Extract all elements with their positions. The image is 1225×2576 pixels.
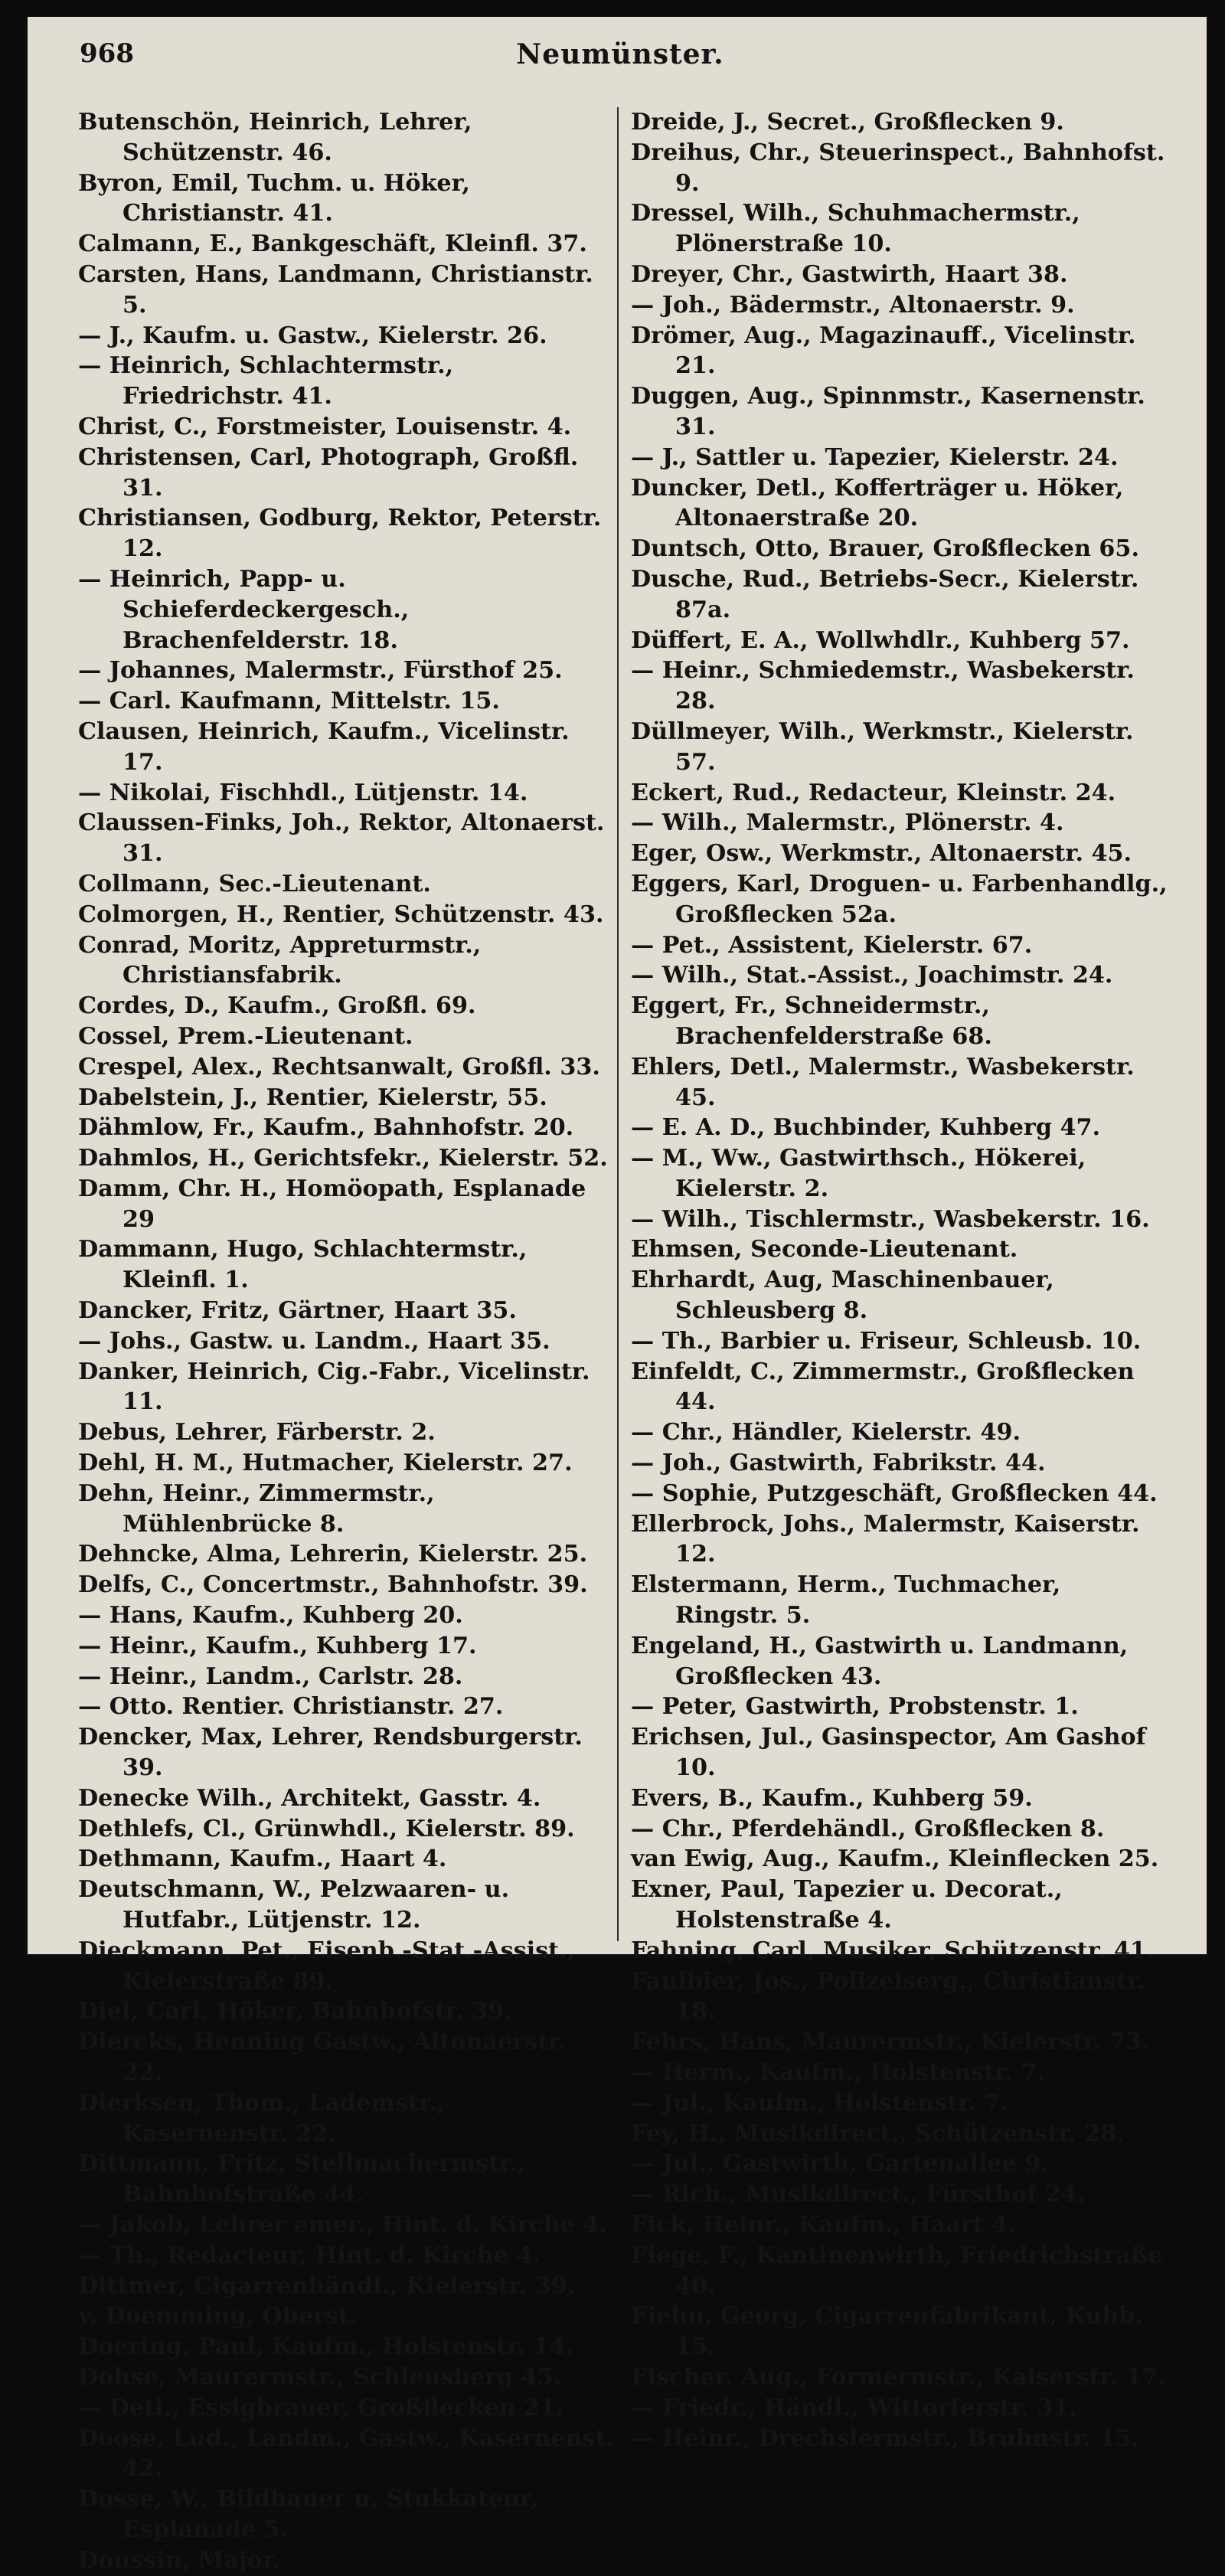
directory-entry: Dosse, W., Bildhauer u. Stukkateur, Esplanade 5. [78, 2486, 539, 2543]
directory-entry: Butenschön, Heinrich, Lehrer, Schützenstr. 46. [78, 109, 472, 166]
directory-entry: Debus, Lehrer, Färberstr. 2. [78, 1419, 436, 1447]
directory-entry: Ehlers, Detl., Malermstr., Wasbekerstr. 45. [631, 1053, 1135, 1111]
directory-entry: Eggert, Fr., Schneidermstr., Brachenfelderstraße 68. [631, 992, 992, 1050]
directory-entry: Byron, Emil, Tuchm. u. Höker, Christianstr. 41. [78, 169, 470, 227]
directory-entry: Dittmann, Fritz, Stellmachermstr., Bahnhofstraße 44. [78, 2150, 526, 2208]
directory-entry: — J., Sattler u. Tapezier, Kielerstr. 24. [631, 443, 1119, 471]
directory-entry: — Johs., Gastw. u. Landm., Haart 35. [78, 1327, 550, 1355]
directory-entry: Deutschmann, W., Pelzwaaren- u. Hutfabr., Lütjenstr. 12. [78, 1876, 510, 1934]
directory-entry: Dencker, Max, Lehrer, Rendsburgerstr. 39. [78, 1724, 583, 1782]
directory-entry: — Carl. Kaufmann, Mittelstr. 15. [78, 688, 500, 715]
directory-entry: — Wilh., Tischlermstr., Wasbekerstr. 16. [631, 1205, 1150, 1233]
directory-entry: Dethmann, Kaufm., Haart 4. [78, 1845, 447, 1873]
directory-entry: — Chr., Pferdehändl., Großflecken 8. [631, 1815, 1105, 1842]
directory-entry: Fischer. Aug., Formermstr., Kaiserstr. 17. [631, 2363, 1166, 2391]
directory-entry: Diercks, Henning Gastw., Altonaerstr. 22. [78, 2028, 567, 2086]
directory-entry: Dusche, Rud., Betriebs-Secr., Kielerstr. 87a. [631, 565, 1139, 623]
directory-entry: — Rich., Musikdirect., Fürsthof 24. [631, 2181, 1086, 2208]
directory-entry: Carsten, Hans, Landmann, Christianstr. 5. [78, 260, 593, 319]
directory-entry: Dethlefs, Cl., Grünwhdl., Kielerstr. 89. [78, 1815, 575, 1842]
page-number: 968 [80, 38, 134, 69]
directory-entry: Evers, B., Kaufm., Kuhberg 59. [631, 1784, 1033, 1812]
directory-entry: — Peter, Gastwirth, Probstenstr. 1. [631, 1693, 1079, 1721]
directory-entry: Einfeldt, C., Zimmermstr., Großflecken 44. [631, 1358, 1135, 1416]
directory-entry: Düffert, E. A., Wollwhdlr., Kuhberg 57. [631, 626, 1130, 654]
directory-entry: Danker, Heinrich, Cig.-Fabr., Vicelinstr. 11. [78, 1358, 590, 1416]
directory-entry: Ehmsen, Seconde-Lieutenant. [631, 1236, 1018, 1263]
directory-entry: Erichsen, Jul., Gasinspector, Am Gashof 10. [631, 1724, 1146, 1782]
directory-entry: — Otto. Rentier. Christianstr. 27. [78, 1693, 504, 1721]
directory-entry: Fick, Heinr., Kaufm., Haart 4. [631, 2211, 1016, 2238]
directory-entry: Düllmeyer, Wilh., Werkmstr., Kielerstr. 57. [631, 718, 1134, 776]
directory-entry: Dancker, Fritz, Gärtner, Haart 35. [78, 1297, 517, 1325]
directory-entry: Eckert, Rud., Redacteur, Kleinstr. 24. [631, 779, 1116, 806]
directory-entry: Cossel, Prem.-Lieutenant. [78, 1022, 413, 1050]
directory-entry: Colmorgen, H., Rentier, Schützenstr. 43. [78, 901, 604, 928]
directory-entry: — Jakob, Lehrer emer., Hint. d. Kirche 4. [78, 2211, 607, 2238]
directory-entry: Dehn, Heinr., Zimmermstr., Mühlenbrücke 8. [78, 1479, 435, 1538]
directory-entry: — M., Ww., Gastwirthsch., Hökerei, Kielerstr. 2. [631, 1145, 1086, 1202]
directory-entry: Dähmlow, Fr., Kaufm., Bahnhofstr. 20. [78, 1114, 574, 1142]
directory-entry: Dehncke, Alma, Lehrerin, Kielerstr. 25. [78, 1541, 588, 1568]
directory-entry: Doose, Lud., Landm., Gastw., Kasernenst. 42. [78, 2424, 615, 2483]
directory-entry: — Joh., Bädermstr., Altonaerstr. 9. [631, 291, 1075, 319]
directory-entry: Christensen, Carl, Photograph, Großfl. 31. [78, 443, 579, 502]
directory-entry: Dahmlos, H., Gerichtsfekr., Kielerstr. 52. [78, 1145, 608, 1172]
directory-entry: Duggen, Aug., Spinnmstr., Kasernenstr. 31. [631, 383, 1145, 440]
directory-entry: Eger, Osw., Werkmstr., Altonaerstr. 45. [631, 840, 1132, 868]
directory-entry: — Friedr., Händl., Wittorferstr. 31. [631, 2394, 1077, 2421]
directory-entry: Dammann, Hugo, Schlachtermstr., Kleinfl. 1. [78, 1236, 528, 1294]
directory-entry: Duncker, Detl., Kofferträger u. Höker, Altonaerstraße 20. [631, 474, 1124, 532]
directory-entry: Denecke Wilh., Architekt, Gasstr. 4. [78, 1784, 541, 1812]
directory-entry: Elstermann, Herm., Tuchmacher, Ringstr. 5. [631, 1571, 1061, 1630]
page-header [80, 38, 1161, 84]
directory-entry: Dieckmann, Pet., Eisenb.-Stat.-Assist., Kielerstraße 89. [78, 1937, 576, 1995]
directory-entry: v. Doemming, Oberst. [78, 2303, 358, 2330]
directory-entry: Collmann, Sec.-Lieutenant. [78, 870, 431, 897]
directory-entry: — Nikolai, Fischhdl., Lütjenstr. 14. [78, 779, 528, 806]
directory-entry: — J., Kaufm. u. Gastw., Kielerstr. 26. [78, 322, 547, 349]
directory-entry: Doussin, Major. [78, 2546, 281, 2574]
directory-entry: — Wilh., Malermstr., Plönerstr. 4. [631, 809, 1064, 837]
directory-entry: Cordes, D., Kaufm., Großfl. 69. [78, 992, 476, 1020]
directory-entry: — Jul., Gastwirth, Gartenallee 9. [631, 2150, 1049, 2178]
directory-entry: Dreide, J., Secret., Großflecken 9. [631, 109, 1064, 136]
directory-entry: — Heinr., Drechslermstr., Bruhnstr. 15. [631, 2424, 1140, 2452]
directory-entry: Doering, Paul, Kaufm., Holstenstr. 14. [78, 2333, 573, 2361]
directory-entry: — Detl., Essigbrauer, Großflecken 21. [78, 2394, 564, 2421]
directory-entry: — Wilh., Stat.-Assist., Joachimstr. 24. [631, 962, 1113, 989]
directory-entry: Drömer, Aug., Magazinauff., Vicelinstr. 21. [631, 322, 1136, 380]
directory-entry: — Joh., Gastwirth, Fabrikstr. 44. [631, 1450, 1046, 1477]
directory-entry: van Ewig, Aug., Kaufm., Kleinflecken 25. [631, 1845, 1159, 1873]
left-column [78, 107, 614, 2576]
directory-entry: — Chr., Händler, Kielerstr. 49. [631, 1419, 1021, 1447]
directory-entry: Dreihus, Chr., Steuerinspect., Bahnhofst. 9. [631, 139, 1165, 197]
directory-entry: — Jul., Kaufm., Holstenstr. 7. [631, 2089, 1008, 2117]
directory-entry: Faulbier, Jos., Polizeiserg., Christianstr. 18. [631, 1967, 1145, 2025]
directory-entry: — E. A. D., Buchbinder, Kuhberg 47. [631, 1114, 1100, 1142]
directory-entry: Claussen-Finks, Joh., Rektor, Altonaerst. 31. [78, 809, 605, 868]
directory-entry: Dohse, Maurermstr., Schleusberg 45. [78, 2363, 562, 2391]
directory-entry: Conrad, Moritz, Appreturmstr., Christiansfabrik. [78, 931, 482, 989]
directory-entry: Ehrhardt, Aug, Maschinenbauer, Schleusberg 8. [631, 1267, 1054, 1325]
directory-entry: Dierksen, Thom., Lademstr., Kasernenstr. 22. [78, 2089, 445, 2147]
directory-entry: Delfs, C., Concertmstr., Bahnhofstr. 39. [78, 1571, 588, 1599]
directory-entry: Dreyer, Chr., Gastwirth, Haart 38. [631, 260, 1068, 288]
directory-entry: — Herm., Kaufm., Holstenstr. 7. [631, 2059, 1045, 2086]
directory-entry: Damm, Chr. H., Homöopath, Esplanade 29 [78, 1175, 586, 1233]
directory-entry: — Heinrich, Schlachtermstr., Friedrichstr. 41. [78, 352, 454, 410]
directory-entry: — Heinr., Kaufm., Kuhberg 17. [78, 1632, 477, 1659]
directory-entry: Dabelstein, J., Rentier, Kielerstr, 55. [78, 1084, 547, 1111]
directory-entry: — Pet., Assistent, Kielerstr. 67. [631, 931, 1033, 959]
directory-entry: Fiege, F., Kantinenwirth, Friedrichstraße 40. [631, 2241, 1163, 2300]
directory-entry: — Heinr., Landm., Carlstr. 28. [78, 1662, 463, 1690]
directory-entry: Engeland, H., Gastwirth u. Landmann, Großflecken 43. [631, 1632, 1129, 1690]
directory-entry: Christiansen, Godburg, Rektor, Peterstr. 12. [78, 505, 602, 563]
directory-entry: Diel, Carl, Höker, Bahnhofstr. 39. [78, 1998, 512, 2025]
directory-entry: Dressel, Wilh., Schuhmachermstr., Plönerstraße 10. [631, 200, 1080, 258]
right-column [631, 107, 1171, 2453]
directory-entry: — Th., Barbier u. Friseur, Schleusb. 10. [631, 1327, 1142, 1355]
directory-entry: Dehl, H. M., Hutmacher, Kielerstr. 27. [78, 1450, 573, 1477]
directory-page [28, 17, 1207, 2574]
directory-entry: Clausen, Heinrich, Kaufm., Vicelinstr. 17. [78, 718, 570, 776]
directory-entry: Crespel, Alex., Rechtsanwalt, Großfl. 33. [78, 1053, 600, 1080]
directory-entry: Calmann, E., Bankgeschäft, Kleinfl. 37. [78, 230, 587, 258]
directory-entry: — Sophie, Putzgeschäft, Großflecken 44. [631, 1479, 1158, 1507]
directory-entry: — Johannes, Malermstr., Fürsthof 25. [78, 657, 563, 685]
directory-entry: Fey, H., Musikdirect., Schützenstr. 28. [631, 2120, 1125, 2147]
directory-entry: Fahning, Carl, Musiker, Schützenstr. 41. [631, 1937, 1155, 1964]
directory-entry: Exner, Paul, Tapezier u. Decorat., Holstenstraße 4. [631, 1876, 1063, 1934]
directory-entry: — Heinrich, Papp- u. Schieferdeckergesch., Brachenfelderstr. 18. [78, 565, 410, 654]
running-head-title: Neumünster. [516, 38, 724, 70]
column-divider [617, 107, 619, 1941]
directory-entry: Fehrs, Hans, Maurermstr., Kielerstr. 73. [631, 2028, 1150, 2056]
directory-entry: Eggers, Karl, Droguen- u. Farbenhandlg., Großflecken 52a. [631, 870, 1168, 928]
directory-entry: Duntsch, Otto, Brauer, Großflecken 65. [631, 535, 1139, 563]
directory-entry: Christ, C., Forstmeister, Louisenstr. 4. [78, 413, 572, 440]
directory-entry: Ellerbrock, Johs., Malermstr, Kaiserstr. 12. [631, 1510, 1140, 1568]
directory-entry: — Heinr., Schmiedemstr., Wasbekerstr. 28. [631, 657, 1135, 715]
directory-entry: Dittmer, Cigarrenhändl., Kielerstr. 39. [78, 2272, 576, 2300]
directory-entry: — Th., Redacteur, Hint. d. Kirche 4. [78, 2241, 541, 2269]
directory-entry: — Hans, Kaufm., Kuhberg 20. [78, 1602, 463, 1630]
directory-entry: Fiehn, Georg, Cigarrenfabrikant, Kuhb. 15. [631, 2303, 1143, 2361]
